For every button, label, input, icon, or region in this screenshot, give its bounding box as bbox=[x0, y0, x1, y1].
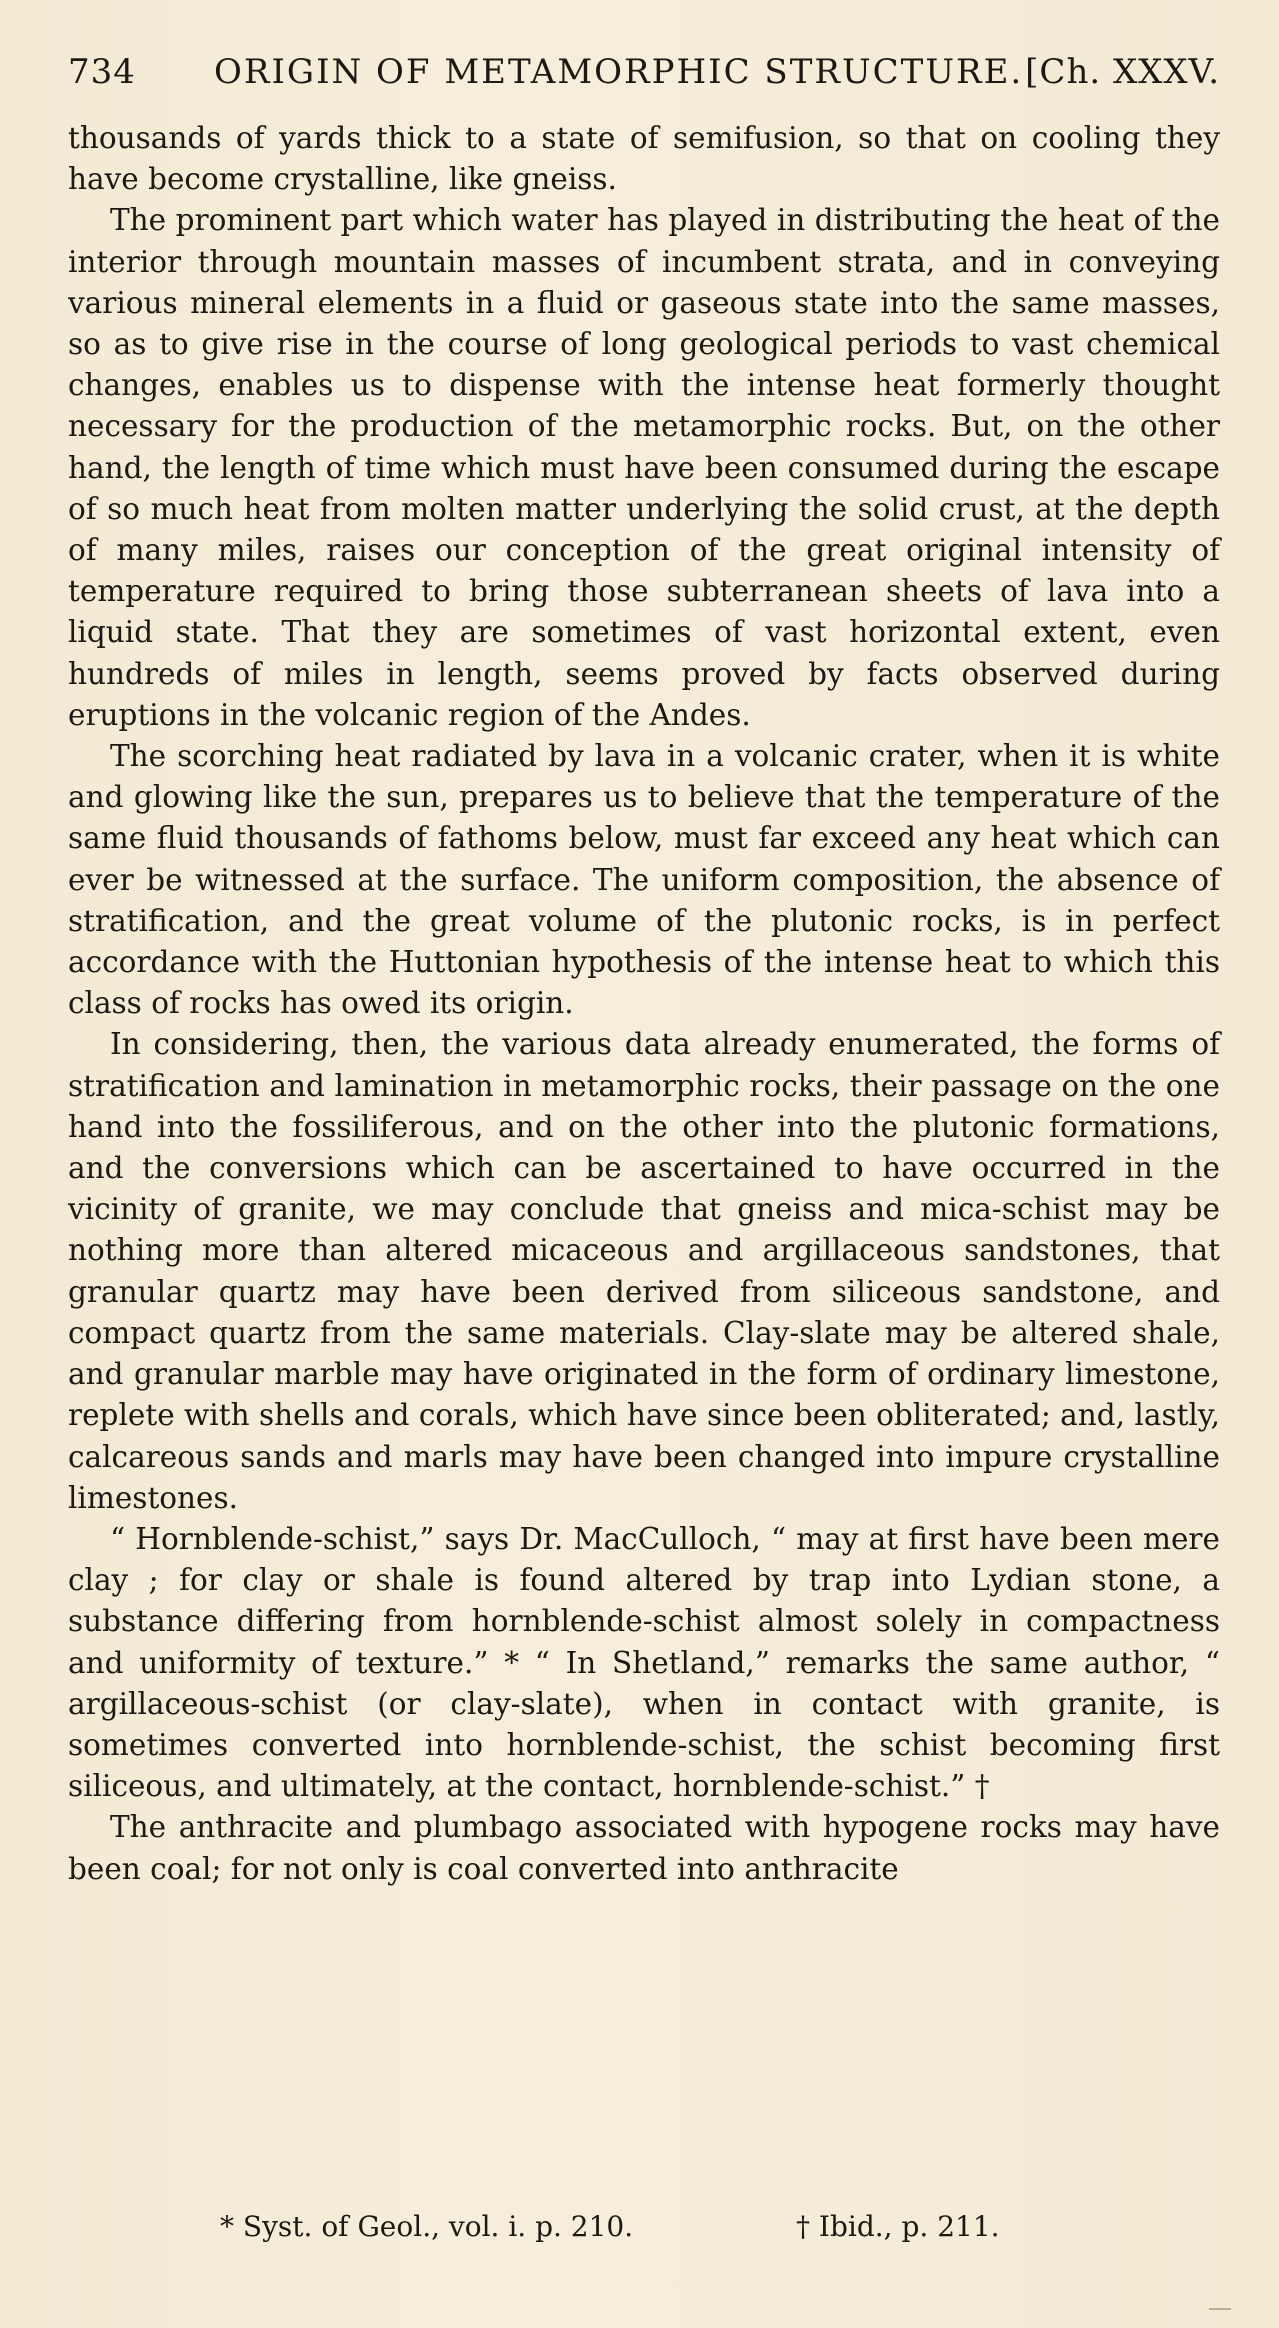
footnote: † Ibid., p. 211. bbox=[796, 2210, 1000, 2243]
body-text bbox=[68, 118, 1220, 1890]
running-title: ORIGIN OF METAMORPHIC STRUCTURE. bbox=[214, 52, 1024, 92]
footnotes bbox=[220, 2210, 1120, 2256]
page-number: 734 bbox=[68, 52, 136, 92]
chapter-label: [Ch. XXXV. bbox=[1025, 52, 1220, 92]
page-corner-mark bbox=[1209, 2308, 1231, 2310]
page-header bbox=[68, 52, 1220, 98]
footnote: * Syst. of Geol., vol. i. p. 210. bbox=[220, 2210, 634, 2243]
paragraph: thousands of yards thick to a state of semifusion, so that on cooling they have become crystalline, like gneiss. bbox=[68, 121, 1220, 197]
paragraph: The prominent part which water has played in distributing the heat of the interior through mountain masses of incumbent strata, and in conveying various mineral elements in a fluid or gaseous state into the same masses, so as to give rise in the course of long geological periods to vast chemical changes, enables us to dispense with the intense heat formerly thought necessary for the production of the metamorphic rocks. But, on the other hand, the length of time which must have been consumed during the escape of so much heat from molten matter underlying the solid crust, at the depth of many miles, raises our conception of the great original intensity of temperature required to bring those subterranean sheets of lava into a liquid state. That they are sometimes of vast horizontal extent, even hundreds of miles in length, seems proved by facts observed during eruptions in the volcanic region of the Andes. bbox=[68, 203, 1220, 732]
paragraph: The anthracite and plumbago associated with hypogene rocks may have been coal; for not only is coal converted into anthracite bbox=[68, 1810, 1220, 1886]
paragraph: In considering, then, the various data already enumerated, the forms of stratification and lamination in metamorphic rocks, their passage on the one hand into the fossiliferous, and on the other into the plutonic formations, and the conversions which can be ascertained to have occurred in the vicinity of granite, we may conclude that gneiss and mica-schist may be nothing more than altered micaceous and argillaceous sandstones, that granular quartz may have been derived from siliceous sandstone, and compact quartz from the same materials. Clay-slate may be altered shale, and granular marble may have originated in the form of ordinary limestone, replete with shells and corals, which have since been obliterated; and, lastly, calcareous sands and marls may have been changed into impure crystalline limestones. bbox=[68, 1027, 1220, 1515]
paragraph: The scorching heat radiated by lava in a volcanic crater, when it is white and glowing like the sun, prepares us to believe that the temperature of the same fluid thousands of fathoms below, must far exceed any heat which can ever be witnessed at the surface. The uniform composition, the absence of stratification, and the great volume of the plutonic rocks, is in perfect accordance with the Huttonian hypothesis of the intense heat to which this class of rocks has owed its origin. bbox=[68, 739, 1220, 1021]
paragraph: “ Hornblende-schist,” says Dr. MacCulloch, “ may at first have been mere clay ; for clay or shale is found altered by trap into Lydian stone, a substance differing from hornblende-schist almost solely in compactness and uniformity of texture.” * “ In Shetland,” remarks the same author, “ argillaceous-schist (or clay-slate), when in contact with granite, is sometimes converted into hornblende-schist, the schist becoming first siliceous, and ultimately, at the contact, hornblende-schist.” † bbox=[68, 1521, 1220, 1804]
